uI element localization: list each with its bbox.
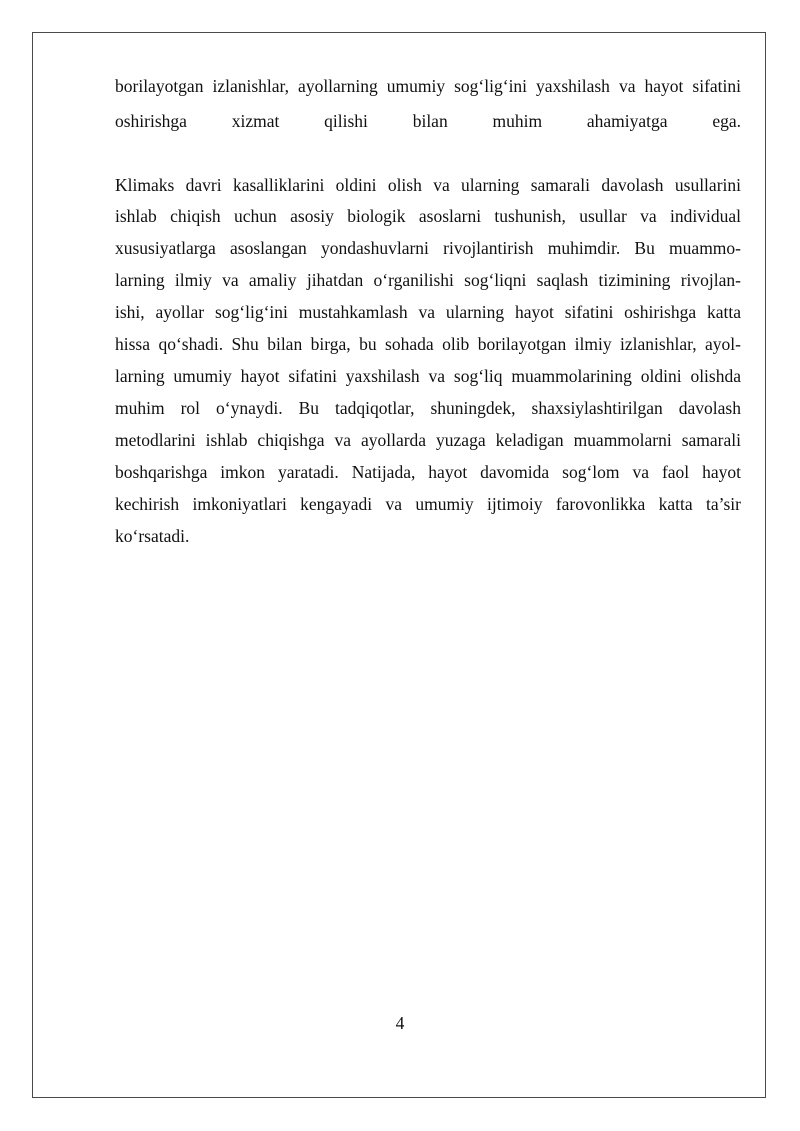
paragraph-2-line-3: xususiyatlarga asoslangan yondashuvlarni rivojlantirish muhimdir. Bu muammo- bbox=[115, 238, 741, 258]
paragraph-2-line-10: boshqarishga imkon yaratadi. Natijada, hayot davomida sog‘lom va faol hayot bbox=[115, 462, 741, 482]
page-number: 4 bbox=[395, 1013, 405, 1033]
paragraph-1-line-1: borilayotgan izlanishlar, ayollarning umumiy sog‘lig‘ini yaxshilash va hayot sifatini bbox=[115, 76, 741, 96]
paragraph-2-line-9: metodlarini ishlab chiqishga va ayollarda yuzaga keladigan muammolarni samarali bbox=[115, 430, 741, 450]
paragraph-2-line-1: Klimaks davri kasalliklarini oldini olish va ularning samarali davolash usullarini bbox=[115, 175, 741, 195]
paragraph-2-line-2: ishlab chiqish uchun asosiy biologik asoslarni tushunish, usullar va individual bbox=[115, 206, 741, 226]
paragraph-2-line-4: larning ilmiy va amaliy jihatdan o‘rganilishi sog‘liqni saqlash tizimining rivojlan- bbox=[115, 270, 741, 290]
paragraph-2-line-7: larning umumiy hayot sifatini yaxshilash va sog‘liq muammolarining oldini olishda bbox=[115, 366, 741, 386]
paragraph-1-line-2: oshirishga xizmat qilishi bilan muhim ahamiyatga ega. bbox=[115, 111, 741, 131]
paragraph-2-line-11: kechirish imkoniyatlari kengayadi va umumiy ijtimoiy farovonlikka katta ta’sir bbox=[115, 494, 741, 514]
paragraph-2-line-8: muhim rol o‘ynaydi. Bu tadqiqotlar, shuningdek, shaxsiylashtirilgan davolash bbox=[115, 398, 741, 418]
paragraph-2-line-12: ko‘rsatadi. bbox=[115, 526, 190, 546]
paragraph-2-line-6: hissa qo‘shadi. Shu bilan birga, bu sohada olib borilayotgan ilmiy izlanishlar, ayol- bbox=[115, 334, 741, 354]
paragraph-2-line-5: ishi, ayollar sog‘lig‘ini mustahkamlash va ularning hayot sifatini oshirishga katta bbox=[115, 302, 741, 322]
